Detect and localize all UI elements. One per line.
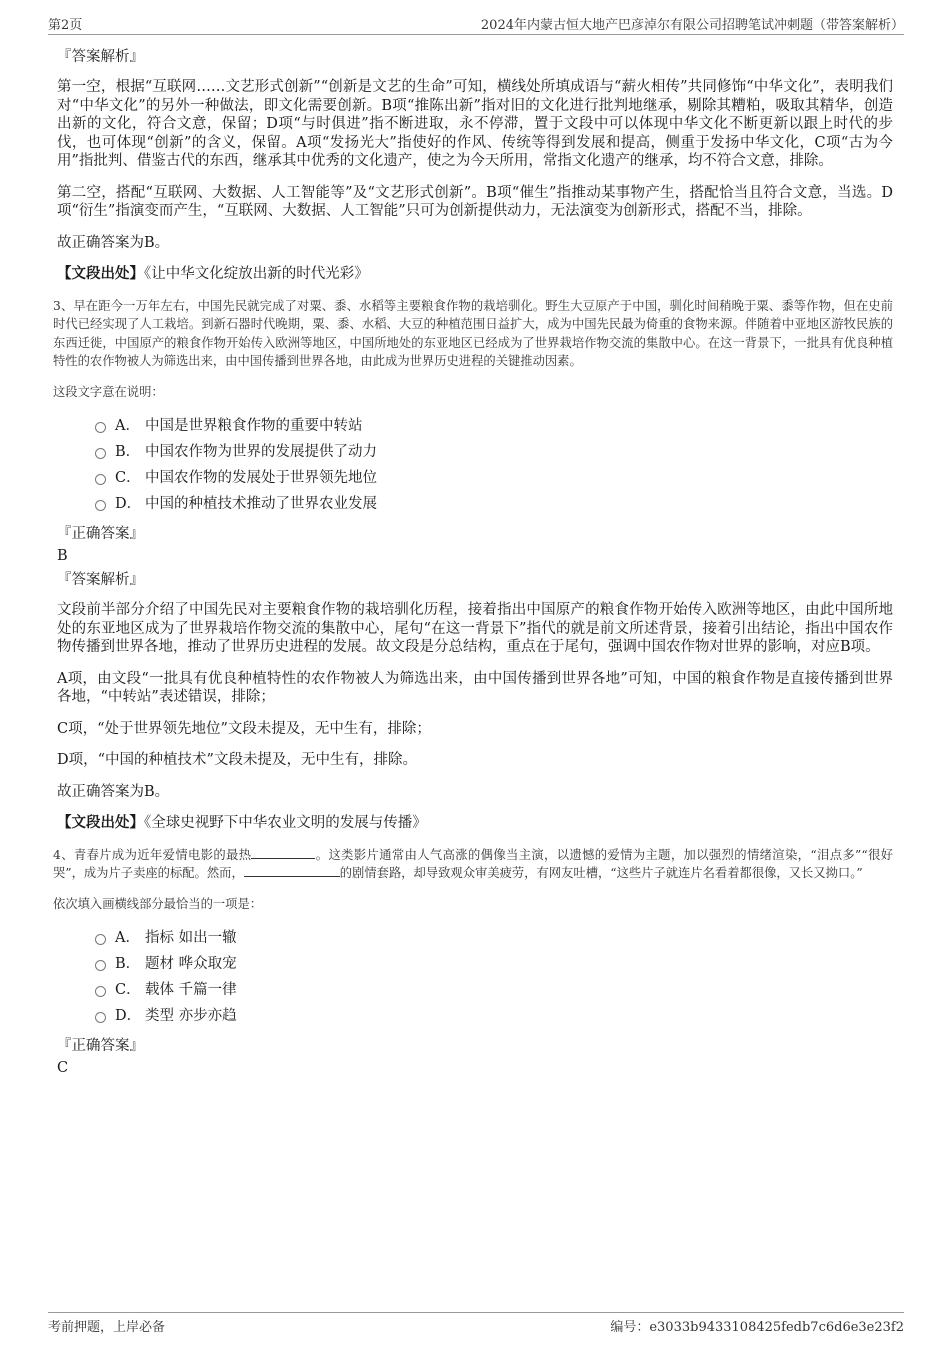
option-letter: C． [115,982,141,998]
footer-slogan: 考前押题，上岸必备 [48,1320,166,1335]
q2-source-title: 《让中华文化绽放出新的时代光彩》 [144,266,369,282]
q3-option-a[interactable] [95,413,893,439]
option-letter: B． [115,956,141,972]
q3-option-c[interactable] [95,465,893,491]
q3-source-title: 《全球史视野下中华农业文明的发展与传播》 [144,815,427,831]
q2-analysis-p1: 第一空，根据“互联网……文艺形式创新”“创新是文艺的生命”可知，横线处所填成语与“薪火相传”共同修饰“中华文化”，表明我们对“中华文化”的另外一种做法，即文化需要创新。B项“推陈出新”指对旧的文化进行批判地继承，剔除其糟粕，吸取其精华，创造出新的文化，符合文意，保留；D项“与时俱进”指不断进取，永不停滞，置于文段中可以体现中华文化不断更新以跟上时代的步伐，也可体现“创新”的含义，保留。A项“发扬光大”指使好的作风、传统等得到发展和提高，侧重于发扬中华文化，C项“古为今用”指批判、借鉴古代的东西，继承其中优秀的文化遗产，使之为今天所用，常指文化遗产的继承，均不符合文意，排除。 [57,79,893,169]
option-letter: D． [115,496,142,512]
q3-conclusion: 故正确答案为B。 [57,783,170,800]
q3-analysis-p3: C项，“处于世界领先地位”文段未提及，无中生有，排除； [57,720,431,737]
option-letter: D． [115,1008,142,1024]
q2-conclusion: 故正确答案为B。 [57,234,170,251]
q3-analysis-label: 『答案解析』 [57,572,144,588]
q4-prompt: 依次填入画横线部分最恰当的一项是： [53,896,263,911]
page-header [48,14,904,35]
q3-option-d[interactable] [95,491,893,517]
option-letter: A． [115,930,140,946]
q2-analysis-p2: 第二空，搭配“互联网、大数据、人工智能等”及“文艺形式创新”。B项“催生”指推动某事物产生，搭配恰当且符合文意，当选。D项“衍生”指演变而产生，“互联网、大数据、人工智能”只可为创新提供动力，无法演变为创新形式，搭配不当，排除。 [57,184,893,219]
q3-answer-label: 『正确答案』 [57,526,144,542]
radio-button[interactable] [95,986,106,997]
radio-button[interactable] [95,500,106,511]
footer-serial: 编号：e3033b9433108425fedb7c6d6e3e23f2 [610,1320,904,1335]
q4-text-part2: 。这类影片通常由人气高涨的偶像当主演，以遗憾的爱情为主题，加以强烈的情绪渲染，“泪点多”“很好哭”，成为片子卖座的标配。然而， [53,847,893,880]
document-title: 2024年内蒙古恒大地产巴彦淖尔有限公司招聘笔试冲刺题（带答案解析） [480,18,904,33]
q4-blank-2 [244,864,340,877]
option-text: 中国的种植技术推动了世界农业发展 [145,496,377,512]
radio-button[interactable] [95,422,106,433]
q4-text-part1: 4、青春片成为近年爱情电影的最热 [53,847,252,862]
q3-source-label: 【文段出处】 [57,814,144,831]
q2-analysis-label: 『答案解析』 [57,49,144,65]
option-text: 载体 千篇一律 [145,982,237,998]
q3-question-text: 3、早在距今一万年左右，中国先民就完成了对粟、黍、水稻等主要粮食作物的栽培驯化。野生大豆原产于中国，驯化时间稍晚于粟、黍等作物，但在史前时代已经实现了人工栽培。到新石器时代晚期，粟、黍、水稻、大豆的种植范围日益扩大，成为中国先民最为倚重的食物来源。伴随着中亚地区游牧民族的东西迁徙，中国原产的粮食作物开始传入欧洲等地区，中国所地处的东亚地区已经成为了世界栽培作物交流的集散中心。在这一背景下，一批具有优良种植特性的农作物被人为筛选出来，由中国传播到世界各地，由此成为世界历史进程的关键推动因素。 [53,298,893,368]
radio-button[interactable] [95,474,106,485]
main-content [53,46,893,1081]
q4-question-text [53,846,893,883]
option-text: 类型 亦步亦趋 [145,1008,237,1024]
q3-analysis-p4: D项，“中国的种植技术”文段未提及，无中生有，排除。 [57,752,417,768]
option-text: 中国农作物的发展处于世界领先地位 [145,470,377,486]
q4-answer-label: 『正确答案』 [57,1038,144,1054]
q2-source [57,265,893,284]
option-letter: C． [115,470,141,486]
q2-source-label: 【文段出处】 [57,265,144,282]
q3-analysis-p2: A项，由文段“一批具有优良种植特性的农作物被人为筛选出来，由中国传播到世界各地”可知，中国的粮食作物是直接传播到世界各地，“中转站”表述错误，排除； [57,670,893,705]
radio-button[interactable] [95,934,106,945]
q4-option-d[interactable] [95,1003,893,1029]
q3-option-b[interactable] [95,439,893,465]
radio-button[interactable] [95,1012,106,1023]
q4-option-a[interactable] [95,925,893,951]
option-text: 中国是世界粮食作物的重要中转站 [145,418,363,434]
radio-button[interactable] [95,960,106,971]
page-number: 第2页 [48,18,83,33]
q4-option-c[interactable] [95,977,893,1003]
q3-analysis-p1: 文段前半部分介绍了中国先民对主要粮食作物的栽培驯化历程，接着指出中国原产的粮食作物开始传入欧洲等地区，由此中国所地处的东亚地区成为了世界栽培作物交流的集散中心，尾句“在这一背景下”指代的就是前文所述背景，接着引出结论，指出中国农作物传播到世界各地，推动了世界历史进程的发展。故文段是分总结构，重点在于尾句，强调中国农作物对世界的影响，对应B项。 [57,602,893,655]
q4-option-b[interactable] [95,951,893,977]
q4-answer: C [57,1060,69,1076]
q3-source [57,814,893,833]
page-footer [48,1312,904,1335]
q4-blank-1 [251,846,315,859]
q4-options [95,925,893,1029]
option-text: 指标 如出一辙 [145,930,237,946]
q3-options [95,413,893,517]
option-text: 题材 哗众取宠 [145,956,237,972]
option-letter: A． [115,418,140,434]
option-text: 中国农作物为世界的发展提供了动力 [145,444,377,460]
q4-text-part3: 的剧情套路，却导致观众审美疲劳，有网友吐槽，“这些片子就连片名看着都很像，又长又拗口。” [339,866,863,880]
radio-button[interactable] [95,448,106,459]
option-letter: B． [115,444,141,460]
q3-prompt: 这段文字意在说明： [53,384,164,399]
q3-answer: B [57,548,68,564]
